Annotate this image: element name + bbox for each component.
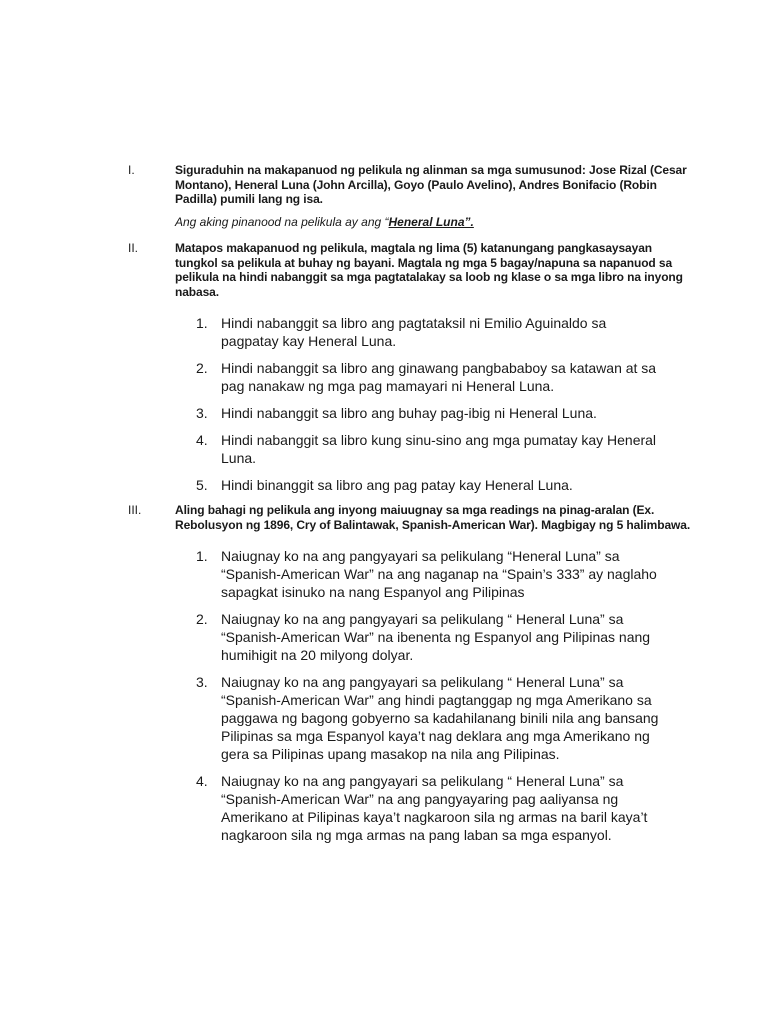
- section-prompt: Matapos makapanuod ng pelikula, magtala ng lima (5) katanungang pangkasaysayan tungkol sa pelikula at buhay ng bayani. Magtala ng mga 5 bagay/napuna sa napanuod sa pelikula na hindi nabanggit sa mga pagtatalakay sa loob ng klase o sa mga libro na inyong nabasa.: [175, 241, 683, 299]
- selected-film-title: Heneral Luna”.: [388, 214, 474, 229]
- item-text: Naiugnay ko na ang pangyayari sa pelikulang “ Heneral Luna” sa “Spanish-American War” na ang pangyayaring pag aaliyansa ng Amerikano at Pilipinas kaya’t nagkaroon sila ng armas na baril kaya’t nagkaroon sila ng mga armas na pang laban sa mga espanyol.: [221, 773, 648, 843]
- section-prompt: Siguraduhin na makapanuod ng pelikula ng alinman sa mga sumusunod: Jose Rizal (Cesar Montano), Heneral Luna (John Arcilla), Goyo (Paulo Avelino), Andres Bonifacio (Robin Padilla) pumili lang ng isa.: [175, 163, 687, 206]
- section-1: [128, 163, 688, 229]
- list-item: [196, 610, 664, 664]
- section-prompt: Aling bahagi ng pelikula ang inyong maiuugnay sa mga readings na pinag-aralan (Ex. Rebolusyon ng 1896, Cry of Balintawak, Spanish-American War). Magbigay ng 5 halimbawa.: [175, 503, 691, 532]
- item-number: 1.: [196, 548, 208, 564]
- list-item: [196, 772, 664, 844]
- list-item: [196, 314, 664, 350]
- note-text: Ang aking pinanood na pelikula ay ang “: [175, 214, 389, 229]
- list-item: [196, 359, 664, 395]
- item-text: Hindi nabanggit sa libro ang buhay pag-ibig ni Heneral Luna.: [221, 405, 597, 421]
- list-item: [196, 547, 664, 601]
- section-numeral: I.: [128, 163, 135, 177]
- item-text: Hindi binanggit sa libro ang pag patay kay Heneral Luna.: [221, 477, 573, 493]
- answer-list: [196, 314, 664, 494]
- section-numeral: III.: [128, 503, 142, 517]
- list-item: [196, 404, 664, 422]
- selected-film-note: [175, 215, 688, 230]
- item-text: Naiugnay ko na ang pangyayari sa pelikulang “Heneral Luna” sa “Spanish-American War” na ang naganap na “Spain’s 333” ay naglaho sapagkat isinuko na nang Espanyol ang Pilipinas: [221, 548, 657, 600]
- section-3: [128, 503, 691, 853]
- item-text: Naiugnay ko na ang pangyayari sa pelikulang “ Heneral Luna” sa “Spanish-American War” na ibenenta ng Espanyol ang Pilipinas nang humihigit na 20 milyong dolyar.: [221, 611, 651, 663]
- item-number: 4.: [196, 432, 208, 448]
- item-text: Hindi nabanggit sa libro kung sinu-sino ang mga pumatay kay Heneral Luna.: [221, 432, 657, 466]
- item-number: 3.: [196, 405, 208, 421]
- item-text: Hindi nabanggit sa libro ang ginawang pangbababoy sa katawan at sa pag nanakaw ng mga pag mamayari ni Heneral Luna.: [221, 360, 657, 394]
- item-text: Hindi nabanggit sa libro ang pagtataksil ni Emilio Aguinaldo sa pagpatay kay Heneral Luna.: [221, 315, 607, 349]
- list-item: [196, 431, 664, 467]
- item-number: 4.: [196, 773, 208, 789]
- list-item: [196, 673, 664, 763]
- item-number: 2.: [196, 611, 208, 627]
- section-numeral: II.: [128, 241, 139, 255]
- item-number: 2.: [196, 360, 208, 376]
- list-item: [196, 476, 664, 494]
- item-number: 1.: [196, 315, 208, 331]
- item-number: 5.: [196, 477, 208, 493]
- item-number: 3.: [196, 674, 208, 690]
- answer-list: [196, 547, 664, 844]
- section-2: [128, 241, 688, 503]
- item-text: Naiugnay ko na ang pangyayari sa pelikulang “ Heneral Luna” sa “Spanish-American War” ang hindi pagtanggap ng mga Amerikano sa paggawa ng bagong gobyerno sa kadahilanang binili nila ang bansang Pilipinas sa mga Espanyol kaya’t nag deklara ang mga Amerikano ng gera sa Pilipinas upang masakop na nila ang Pilipinas.: [221, 674, 659, 762]
